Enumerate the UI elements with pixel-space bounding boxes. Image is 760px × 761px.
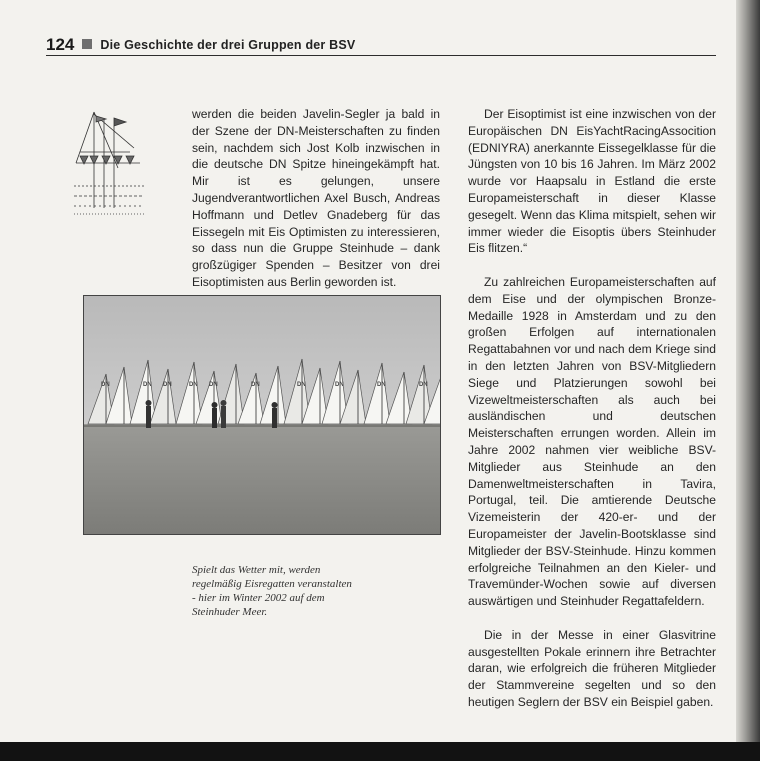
sail-label: DN [189, 382, 198, 388]
ice-surface [84, 424, 440, 534]
running-header [46, 33, 716, 56]
sail-label: DN [419, 382, 428, 388]
text-column-middle [192, 106, 440, 308]
running-title: Die Geschichte der drei Gruppen der BSV [100, 38, 356, 52]
square-marker-icon [82, 39, 92, 49]
body-paragraph: werden die beiden Javelin-Segler ja bald in der Szene der DN-Meisterschaften zu finden sein, nachdem sich Jost Kolb inzwischen in die deutsche DN Spitze hineingekämpft hat. Mir ist es gelungen, unsere Jugendverantwortlichen Axel Busch, Andreas Hoffmann und Detlev Gnadeberg für das Eissegeln mit Eis Optimisten zu interessieren, so dass nun die Gruppe Steinhude – dank großzügiger Spenden – Besitzer von drei Eisoptimisten aus Berlin geworden ist. [192, 107, 440, 289]
sail-label: DN [377, 382, 386, 388]
body-paragraph: Die in der Messe in einer Glasvitrine ausgestellten Pokale erinnern ihre Betrachter daran, wie erfolgreich die früheren Mitglieder der Stammvereine segelten und so den heutigen Seglern der BSV ein Beispiel gaben. [468, 627, 716, 709]
page-number: 124 [46, 35, 75, 54]
sail-label: DN [163, 382, 172, 388]
book-spine-shadow [736, 0, 760, 742]
bottom-edge-shadow [0, 742, 760, 761]
sail-label: DN [101, 382, 110, 388]
photo-caption: Spielt das Wetter mit, werden regelmäßig Eisregatten veranstalten - hier im Winter 2002 auf dem Steinhuder Meer. [192, 564, 352, 618]
sailing-ship-emblem-icon [74, 108, 146, 218]
sail-label: DN [209, 382, 218, 388]
ice-yacht-regatta-photo [83, 295, 441, 535]
body-paragraph: Der Eisoptimist ist eine inzwischen von der Europäischen DN EisYachtRacingAssocition (EDNIYRA) anerkannte Eissegelklasse für die Jüngsten von 10 bis 16 Jahren. Im März 2002 wurde vor Haapsalu in Estland die erste Europameisterschaft in dieser Klasse gesegelt. Wenn das Klima mitspielt, sehen wir immer wieder die Eisoptis übers Steinhuder Eis flitzen.“ [468, 107, 716, 256]
sail-label: DN [143, 382, 152, 388]
sail-label: DN [335, 382, 344, 388]
sail-label: DN [297, 382, 306, 388]
text-column-right [468, 106, 716, 727]
sail-label: DN [251, 382, 260, 388]
body-paragraph: Zu zahlreichen Europameisterschaften auf dem Eise und der olympischen Bronze-Medaille 1928 in Amsterdam und zu den großen Erfolgen auf internationalen Regattabahnen vor und nach dem Kriege sind in den letzten Jahren von BSV-Mitgliedern Siege und Platzierungen sowohl bei Vizeweltmeisterschaften als auch bei ausländischen und deutschen Meisterschaften errungen worden. Allein im Jahre 2002 nahmen vier weibliche BSV-Mitglieder aus Steinhude an den Damenweltmeisterschaften in Tavira, Portugal, teil. Die amtierende Deutsche Vizemeisterin der 420-er- und der Europameister der Javelin-Bootsklasse sind Mitglieder der BSV-Steinhude. Hinzu kommen erfolgreiche Teilnahmen an den Kieler- und Travemünder-Wochen sowie auf diversen auswärtigen und Steinhuder Regattafeldern. [468, 274, 716, 609]
